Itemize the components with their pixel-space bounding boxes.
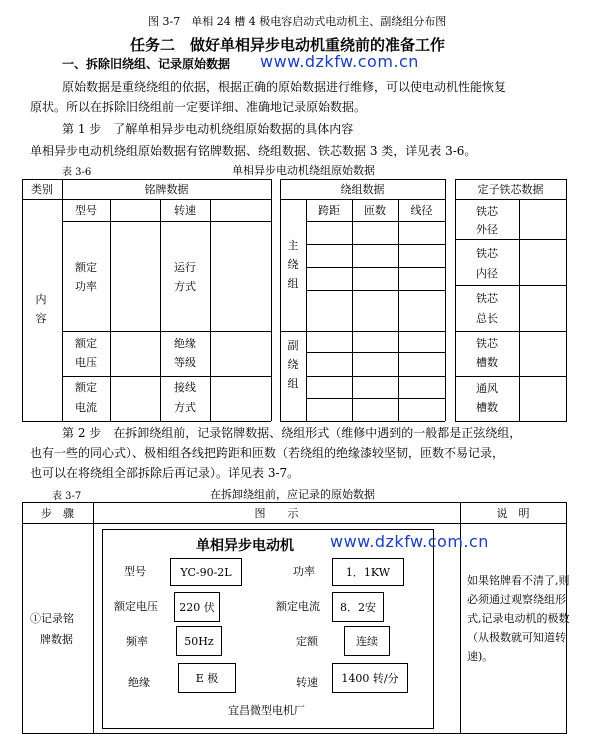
- cell-rated: 额定: [75, 261, 97, 274]
- cell-wiring: 接线: [174, 381, 196, 394]
- note-line: （从极数就可知道转: [467, 631, 566, 644]
- plate-speed-value: 1400 转/分: [332, 663, 408, 693]
- cell-power: 功率: [75, 280, 97, 293]
- cell-voltage: 电压: [75, 356, 97, 369]
- watermark-text: www.dzkfw.com.cn: [260, 52, 419, 71]
- cell-core: 铁芯: [476, 247, 498, 260]
- table-title: 单相异步电动机绕组原始数据: [232, 164, 375, 177]
- cell-run: 运行: [174, 261, 196, 274]
- header-category: 类别: [31, 183, 53, 196]
- header-core: 定子铁芯数据: [477, 183, 544, 196]
- paragraph-line: 原状。所以在拆除旧绕组前一定要详细、准确地记录原始数据。: [30, 100, 367, 114]
- plate-frequency-label: 频率: [126, 635, 148, 648]
- header-nameplate: 铭牌数据: [144, 183, 189, 196]
- cell-core: 铁芯: [476, 292, 498, 305]
- step-label: 牌数据: [40, 633, 73, 646]
- cell-inner-diameter: 内径: [476, 267, 498, 280]
- note-line: 必须通过观察绕组形: [467, 593, 566, 606]
- aux-winding-label: 副绕组: [287, 339, 299, 390]
- cell-rated: 额定: [75, 337, 97, 350]
- cell-speed: 转速: [174, 204, 196, 217]
- header-note: 说 明: [496, 507, 530, 520]
- content-label: 内容: [35, 293, 47, 325]
- cell-core: 铁芯: [476, 337, 498, 350]
- table-number: 表 3-7: [52, 491, 82, 502]
- plate-speed-label: 转速: [296, 676, 318, 689]
- cell-grade: 等级: [174, 356, 196, 369]
- task-title: 任务二 做好单相异步电动机重绕前的准备工作: [130, 36, 446, 54]
- plate-current-label: 额定电流: [276, 600, 320, 613]
- cell-vent-slots: 槽数: [476, 401, 498, 414]
- step2-line: 也有一些的同心式）、极相组各线把跨距和匝数（若绕组的绝缘漆较坚韧，匝数不易记录，: [30, 446, 505, 460]
- paragraph-line: 单相异步电动机绕组原始数据有铭牌数据、绕组数据、铁芯数据 3 类，详见表 3-6。: [30, 144, 477, 158]
- plate-voltage-label: 额定电压: [114, 600, 158, 613]
- cell-outer-diameter: 外径: [476, 223, 498, 236]
- paragraph-line: 原始数据是重绕绕组的依据，根据正确的原始数据进行维修，可以使电动机性能恢复: [62, 80, 507, 94]
- step2-line: 也可以在将绕组全部拆除后再记录）。详见表 3-7。: [30, 466, 300, 480]
- main-winding-label: 主绕组: [287, 239, 299, 290]
- cell-rated: 额定: [75, 381, 97, 394]
- nameplate-title: 单相异步电动机: [196, 538, 294, 554]
- cell-slots: 槽数: [476, 356, 498, 369]
- table-number: 表 3-6: [62, 167, 92, 178]
- step1-heading: 第 1 步 了解单相异步电动机绕组原始数据的具体内容: [62, 122, 354, 136]
- header-diagram: 图 示: [254, 507, 299, 520]
- step2-line: 第 2 步 在拆卸绕组前，记录铭牌数据、绕组形式（维修中遇到的一般都是正弦绕组，: [62, 426, 522, 440]
- figure-caption: 图 3-7 单相 24 槽 4 极电容启动式电动机主、副绕组分布图: [148, 15, 447, 28]
- cell-vent: 通风: [476, 382, 498, 395]
- col-turns: 匝数: [364, 204, 386, 217]
- plate-duty-label: 定额: [296, 635, 318, 648]
- plate-manufacturer: 宜昌微型电机厂: [228, 704, 305, 717]
- table-title: 在拆卸绕组前，应记录的原始数据: [210, 488, 375, 501]
- plate-voltage-value: 220 伏: [174, 592, 220, 622]
- note-line: 速)。: [467, 650, 494, 663]
- cell-model: 型号: [75, 204, 97, 217]
- cell-mode: 方式: [174, 280, 196, 293]
- plate-duty-value: 连续: [344, 626, 390, 656]
- cell-core: 铁芯: [476, 205, 498, 218]
- cell-insulation: 绝缘: [174, 337, 196, 350]
- plate-model-label: 型号: [124, 565, 146, 578]
- cell-current: 电流: [75, 401, 97, 414]
- plate-frequency-value: 50Hz: [176, 626, 222, 656]
- note-line: 式,记录电动机的极数: [467, 612, 570, 625]
- cell-total-length: 总长: [476, 312, 498, 325]
- header-step: 步 骤: [41, 507, 74, 520]
- cell-wiring-mode: 方式: [174, 401, 196, 414]
- plate-insulation-label: 绝缘: [128, 676, 150, 689]
- header-winding: 绕组数据: [340, 183, 385, 196]
- step-label: ①记录铭: [30, 612, 74, 625]
- plate-power-label: 功率: [293, 565, 315, 578]
- note-line: 如果铭牌看不清了,则: [467, 574, 570, 587]
- col-pitch: 跨距: [318, 204, 340, 217]
- plate-power-value: 1．1KW: [332, 558, 404, 586]
- section-heading: 一、拆除旧绕组、记录原始数据: [62, 57, 231, 71]
- watermark-text: www.dzkfw.com.cn: [330, 532, 489, 551]
- plate-model-value: YC-90-2L: [170, 558, 242, 586]
- plate-insulation-value: E 极: [178, 663, 236, 693]
- plate-current-value: 8．2安: [332, 592, 384, 622]
- col-wire-diameter: 线径: [410, 204, 433, 217]
